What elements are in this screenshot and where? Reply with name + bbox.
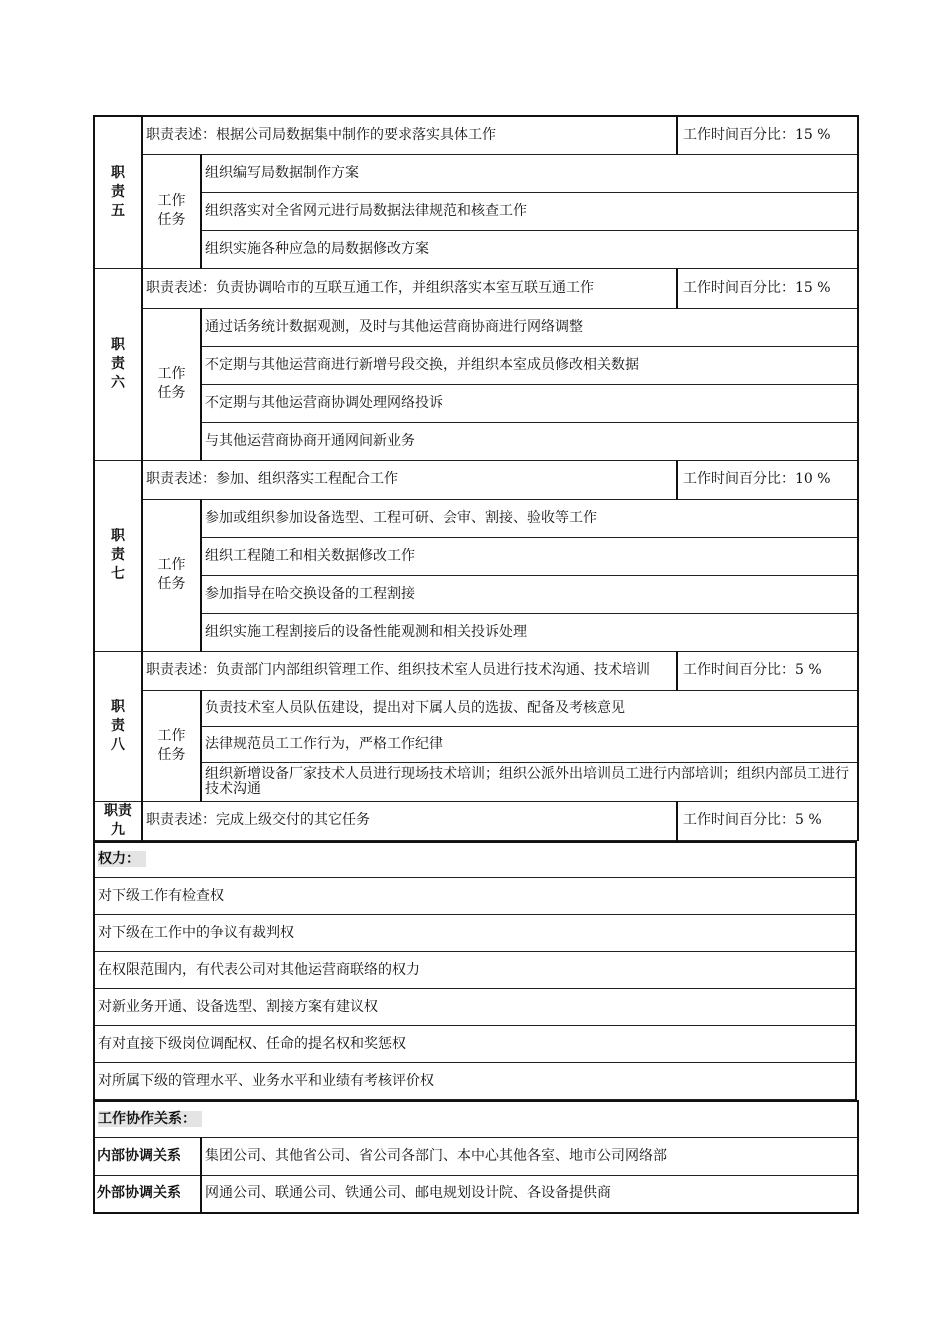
duty-6-task-2: 不定期与其他运营商进行新增号段交换，并组织本室成员修改相关数据 xyxy=(201,346,858,384)
relations-heading xyxy=(94,1101,858,1137)
duty-6-task-4: 与其他运营商协商开通网间新业务 xyxy=(201,422,858,460)
duty-7-time-percentage: 工作时间百分比：10 % xyxy=(677,460,858,499)
duty-7-task-4: 组织实施工程割接后的设备性能观测和相关投诉处理 xyxy=(201,613,858,651)
duty-8-task-2: 法律规范员工工作行为，严格工作纪律 xyxy=(201,726,858,762)
job-description-sheet xyxy=(93,115,857,1214)
authority-item-2: 对下级在工作中的争议有裁判权 xyxy=(94,915,856,952)
duty-8-task-3: 组织新增设备厂家技术人员进行现场技术培训；组织公派外出培训员工进行内部培训；组织内部员工进行技术沟通 xyxy=(201,762,858,801)
duty-6-task-1: 通过话务统计数据观测，及时与其他运营商协商进行网络调整 xyxy=(201,308,858,346)
duty-9-description: 职责表述：完成上级交付的其它任务 xyxy=(142,801,677,840)
duty-8-task-1: 负责技术室人员队伍建设，提出对下属人员的选拔、配备及考核意见 xyxy=(201,690,858,726)
duties-table xyxy=(93,115,859,841)
duty-7-task-1: 参加或组织参加设备选型、工程可研、会审、割接、验收等工作 xyxy=(201,499,858,537)
internal-relations-value: 集团公司、其他省公司、省公司各部门、本中心其他各室、地市公司网络部 xyxy=(201,1137,858,1175)
authority-table xyxy=(93,841,857,1101)
external-relations-label: 外部协调关系 xyxy=(94,1175,201,1213)
duty-7-task-2: 组织工程随工和相关数据修改工作 xyxy=(201,537,858,575)
duty-5-task-3: 组织实施各种应急的局数据修改方案 xyxy=(201,230,858,268)
external-relations-value: 网通公司、联通公司、铁通公司、邮电规划设计院、各设备提供商 xyxy=(201,1175,858,1213)
duty-9-label: 职责九 xyxy=(94,801,142,840)
duty-6-task-3: 不定期与其他运营商协调处理网络投诉 xyxy=(201,384,858,422)
duty-8-label: 职责八 xyxy=(94,651,142,801)
authority-item-6: 对所属下级的管理水平、业务水平和业绩有考核评价权 xyxy=(94,1063,856,1100)
duty-6-time-percentage: 工作时间百分比：15 % xyxy=(677,268,858,308)
duty-5-task-label: 工作任务 xyxy=(142,154,201,268)
duty-5-task-2: 组织落实对全省网元进行局数据法律规范和核查工作 xyxy=(201,192,858,230)
duty-6-label: 职责六 xyxy=(94,268,142,460)
duty-8-task-label: 工作任务 xyxy=(142,690,201,801)
duty-6-task-label: 工作任务 xyxy=(142,308,201,460)
authority-heading xyxy=(94,842,856,878)
duty-5-label: 职责五 xyxy=(94,116,142,268)
duty-9-time-percentage: 工作时间百分比：5 % xyxy=(677,801,858,840)
duty-7-description: 职责表述：参加、组织落实工程配合工作 xyxy=(142,460,677,499)
relations-table xyxy=(93,1100,859,1214)
duty-7-task-3: 参加指导在哈交换设备的工程割接 xyxy=(201,575,858,613)
duty-6-description: 职责表述：负责协调哈市的互联互通工作，并组织落实本室互联互通工作 xyxy=(142,268,677,308)
internal-relations-label: 内部协调关系 xyxy=(94,1137,201,1175)
authority-item-4: 对新业务开通、设备选型、割接方案有建议权 xyxy=(94,989,856,1026)
duty-7-label: 职责七 xyxy=(94,460,142,651)
duty-5-task-1: 组织编写局数据制作方案 xyxy=(201,154,858,192)
relations-title: 工作协作关系： xyxy=(98,1111,202,1127)
authority-item-3: 在权限范围内，有代表公司对其他运营商联络的权力 xyxy=(94,952,856,989)
duty-5-description: 职责表述：根据公司局数据集中制作的要求落实具体工作 xyxy=(142,116,677,154)
duty-8-description: 职责表述：负责部门内部组织管理工作、组织技术室人员进行技术沟通、技术培训 xyxy=(142,651,677,690)
duty-8-time-percentage: 工作时间百分比：5 % xyxy=(677,651,858,690)
duty-7-task-label: 工作任务 xyxy=(142,499,201,651)
authority-item-5: 有对直接下级岗位调配权、任命的提名权和奖惩权 xyxy=(94,1026,856,1063)
authority-item-1: 对下级工作有检查权 xyxy=(94,878,856,915)
duty-5-time-percentage: 工作时间百分比：15 % xyxy=(677,116,858,154)
authority-title: 权力： xyxy=(98,851,146,867)
